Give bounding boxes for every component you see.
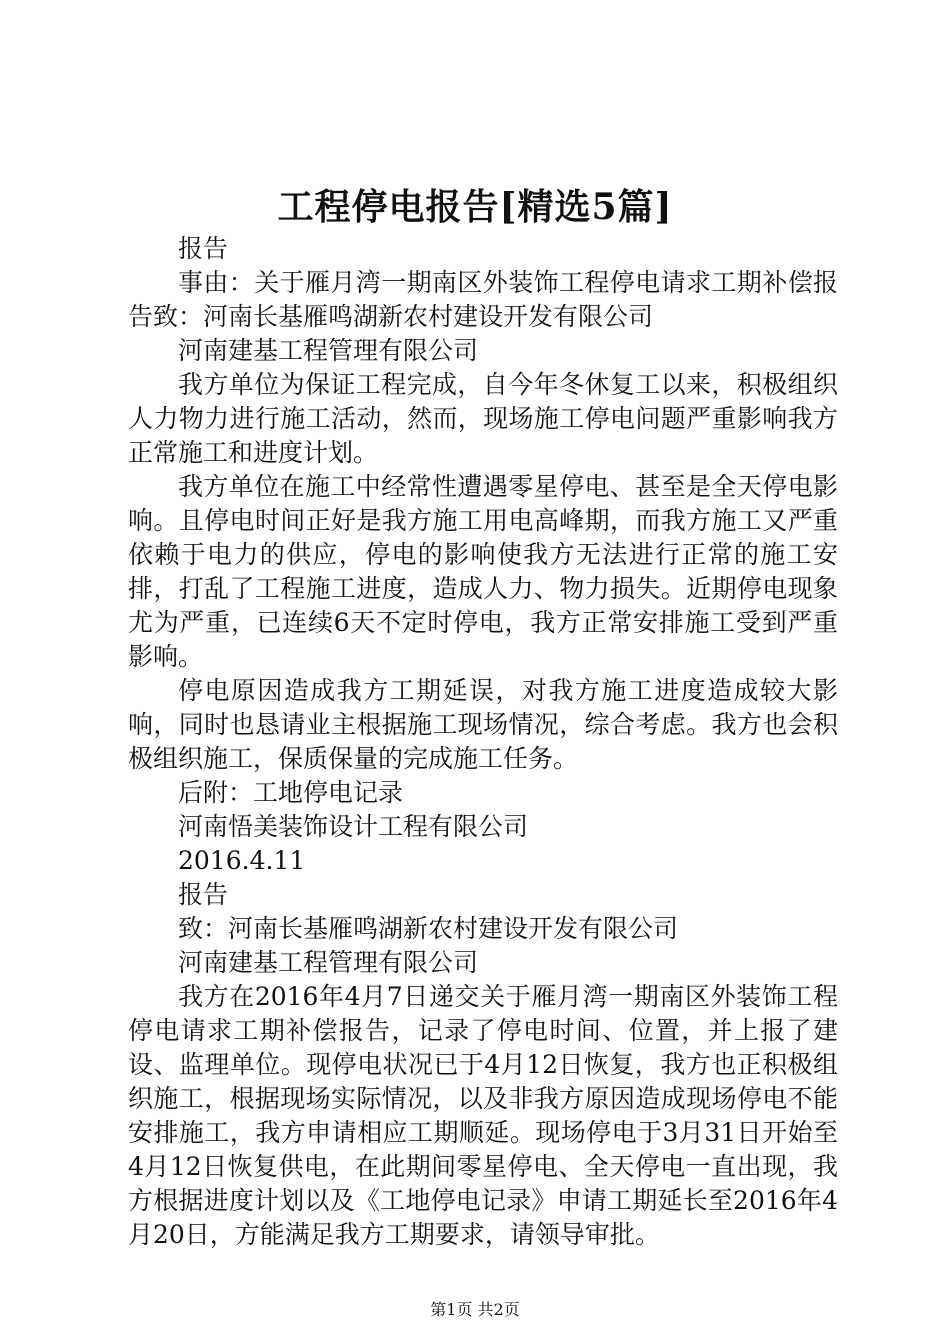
paragraph-body-3: 停电原因造成我方工期延误，对我方施工进度造成较大影响，同时也恳请业主根据施工现场情况，综合考虑。我方也会积极组织施工，保质保量的完成施工任务。 [128,676,838,773]
paragraph-subject: 事由：关于雁月湾一期南区外装饰工程停电请求工期补偿报告致：河南长基雁鸣湖新农村建设开发有限公司 [128,268,838,331]
paragraph-recipient-3: 河南建基工程管理有限公司 [178,948,479,977]
paragraph-body-1: 我方单位为保证工程完成，自今年冬休复工以来，积极组织人力物力进行施工活动，然而，现场施工停电问题严重影响我方正常施工和进度计划。 [128,370,838,467]
paragraph-heading-report-2: 报告 [178,880,229,909]
paragraph-recipient-2: 河南建基工程管理有限公司 [178,336,479,365]
document-title: 工程停电报告[精选5篇] [277,186,673,228]
paragraph-body-4: 我方在2016年4月7日递交关于雁月湾一期南区外装饰工程停电请求工期补偿报告，记录了停电时间、位置，并上报了建设、监理单位。现停电状况已于4月12日恢复，我方也正积极组织施工，根据现场实际情况，以及非我方原因造成现场停电不能安排施工，我方申请相应工期顺延。现场停电于3月31日开始至4月12日恢复供电，在此期间零星停电、全天停电一直出现，我方根据进度计划以及《工地停电记录》申请工期延长至2016年4月20日，方能满足我方工期要求，请领导审批。 [128,982,838,1249]
page-footer: 第1页 共2页 [430,1300,520,1319]
paragraph-heading-report: 报告 [178,234,229,263]
paragraph-signature: 河南悟美装饰设计工程有限公司 [178,812,529,841]
paragraph-body-2: 我方单位在施工中经常性遭遇零星停电、甚至是全天停电影响。且停电时间正好是我方施工用电高峰期，而我方施工又严重依赖于电力的供应，停电的影响使我方无法进行正常的施工安排，打乱了工程施工进度，造成人力、物力损失。近期停电现象尤为严重，已连续6天不定时停电，我方正常安排施工受到严重影响。 [128,472,838,671]
paragraph-date: 2016.4.11 [178,846,306,875]
document-body [128,232,838,1252]
paragraph-to: 致：河南长基雁鸣湖新农村建设开发有限公司 [178,914,679,943]
paragraph-attachment: 后附：工地停电记录 [178,778,404,807]
